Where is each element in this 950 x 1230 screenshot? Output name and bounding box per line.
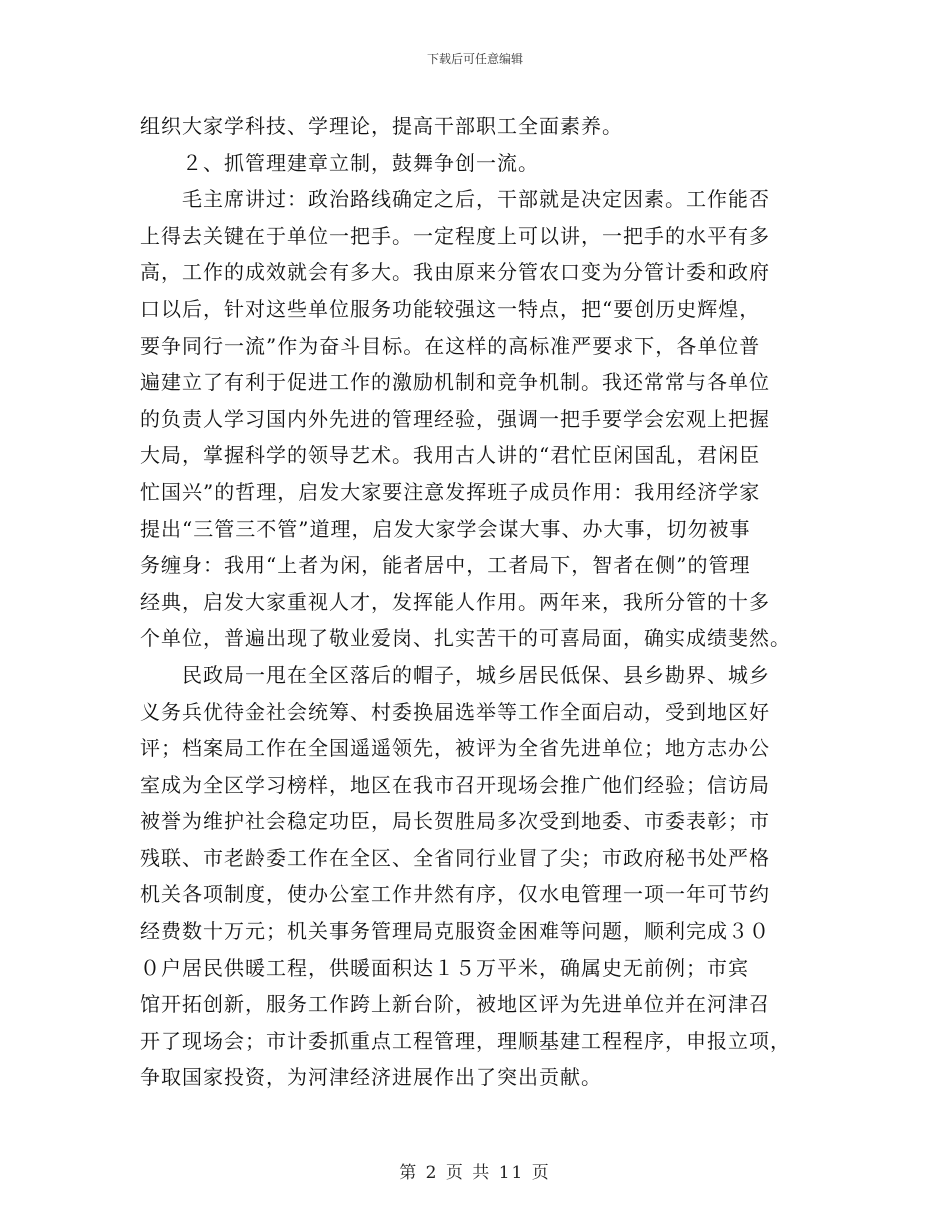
body-line: 口以后，针对这些单位服务功能较强这一特点，把“要创历史辉煌， <box>140 296 761 321</box>
body-line: 民政局一甩在全区落后的帽子，城乡居民低保、县乡勘界、城乡 <box>140 662 770 687</box>
body-line: 高，工作的成效就会有多大。我由原来分管农口变为分管计委和政府 <box>140 260 770 285</box>
body-line: 评；档案局工作在全国遥遥领先，被评为全省先进单位；地方志办公 <box>140 736 770 761</box>
body-line: 义务兵优待金社会统筹、村委换届选举等工作全面启动，受到地区好 <box>140 699 770 724</box>
body-line: 经典，启发大家重视人才，发挥能人作用。两年来，我所分管的十多 <box>140 589 770 614</box>
body-line: 务缠身：我用“上者为闲，能者居中，工者局下，智者在侧”的管理 <box>140 553 751 578</box>
body-line: 的负责人学习国内外先进的管理经验，强调一把手要学会宏观上把握 <box>140 406 770 431</box>
body-line: 要争同行一流”作为奋斗目标。在这样的高标准严要求下，各单位普 <box>140 333 761 358</box>
body-line: 室成为全区学习榜样，地区在我市召开现场会推广他们经验；信访局 <box>140 772 770 797</box>
body-line: 被誉为维护社会稳定功臣，局长贺胜局多次受到地委、市委表彰；市 <box>140 809 770 834</box>
body-line: 组织大家学科技、学理论，提高干部职工全面素养。 <box>140 114 623 138</box>
body-line: 大局，掌握科学的领导艺术。我用古人讲的“君忙臣闲国乱，君闲臣 <box>140 443 761 468</box>
body-line: 馆开拓创新，服务工作跨上新台阶，被地区评为先进单位并在河津召 <box>140 992 770 1017</box>
body-line: 上得去关键在于单位一把手。一定程度上可以讲，一把手的水平有多 <box>140 223 770 248</box>
section-heading: ２、抓管理建章立制，鼓舞争创一流。 <box>140 150 539 175</box>
page-header: 下载后可任意编辑 <box>426 52 523 66</box>
body-line: 提出“三管三不管”道理，启发大家学会谋大事、办大事，切勿被事 <box>140 516 751 541</box>
body-line: 个单位，普遍出现了敬业爱岗、扎实苦干的可喜局面，确实成绩斐然。 <box>140 626 791 651</box>
body-line: 机关各项制度，使办公室工作井然有序，仅水电管理一项一年可节约 <box>140 882 770 907</box>
body-line: 经费数十万元；机关事务管理局克服资金困难等问题，顺利完成３０ <box>140 919 770 944</box>
body-line: 残联、市老龄委工作在全区、全省同行业冒了尖；市政府秘书处严格 <box>140 845 770 870</box>
body-line: 开了现场会；市计委抓重点工程管理，理顺基建工程程序，申报立项， <box>140 1028 791 1053</box>
body-line: 争取国家投资，为河津经济进展作出了突出贡献。 <box>140 1065 602 1090</box>
body-line: 忙国兴”的哲理，启发大家要注意发挥班子成员作用：我用经济学家 <box>140 479 761 504</box>
body-line: 遍建立了有利于促进工作的激励机制和竞争机制。我还常常与各单位 <box>140 370 770 395</box>
body-line: ０户居民供暖工程，供暖面积达１５万平米，确属史无前例；市宾 <box>140 955 749 980</box>
body-line: 毛主席讲过：政治路线确定之后，干部就是决定因素。工作能否 <box>140 187 770 212</box>
document-body <box>140 108 820 1096</box>
page-number-footer: 第 2 页 共 11 页 <box>399 1163 551 1183</box>
